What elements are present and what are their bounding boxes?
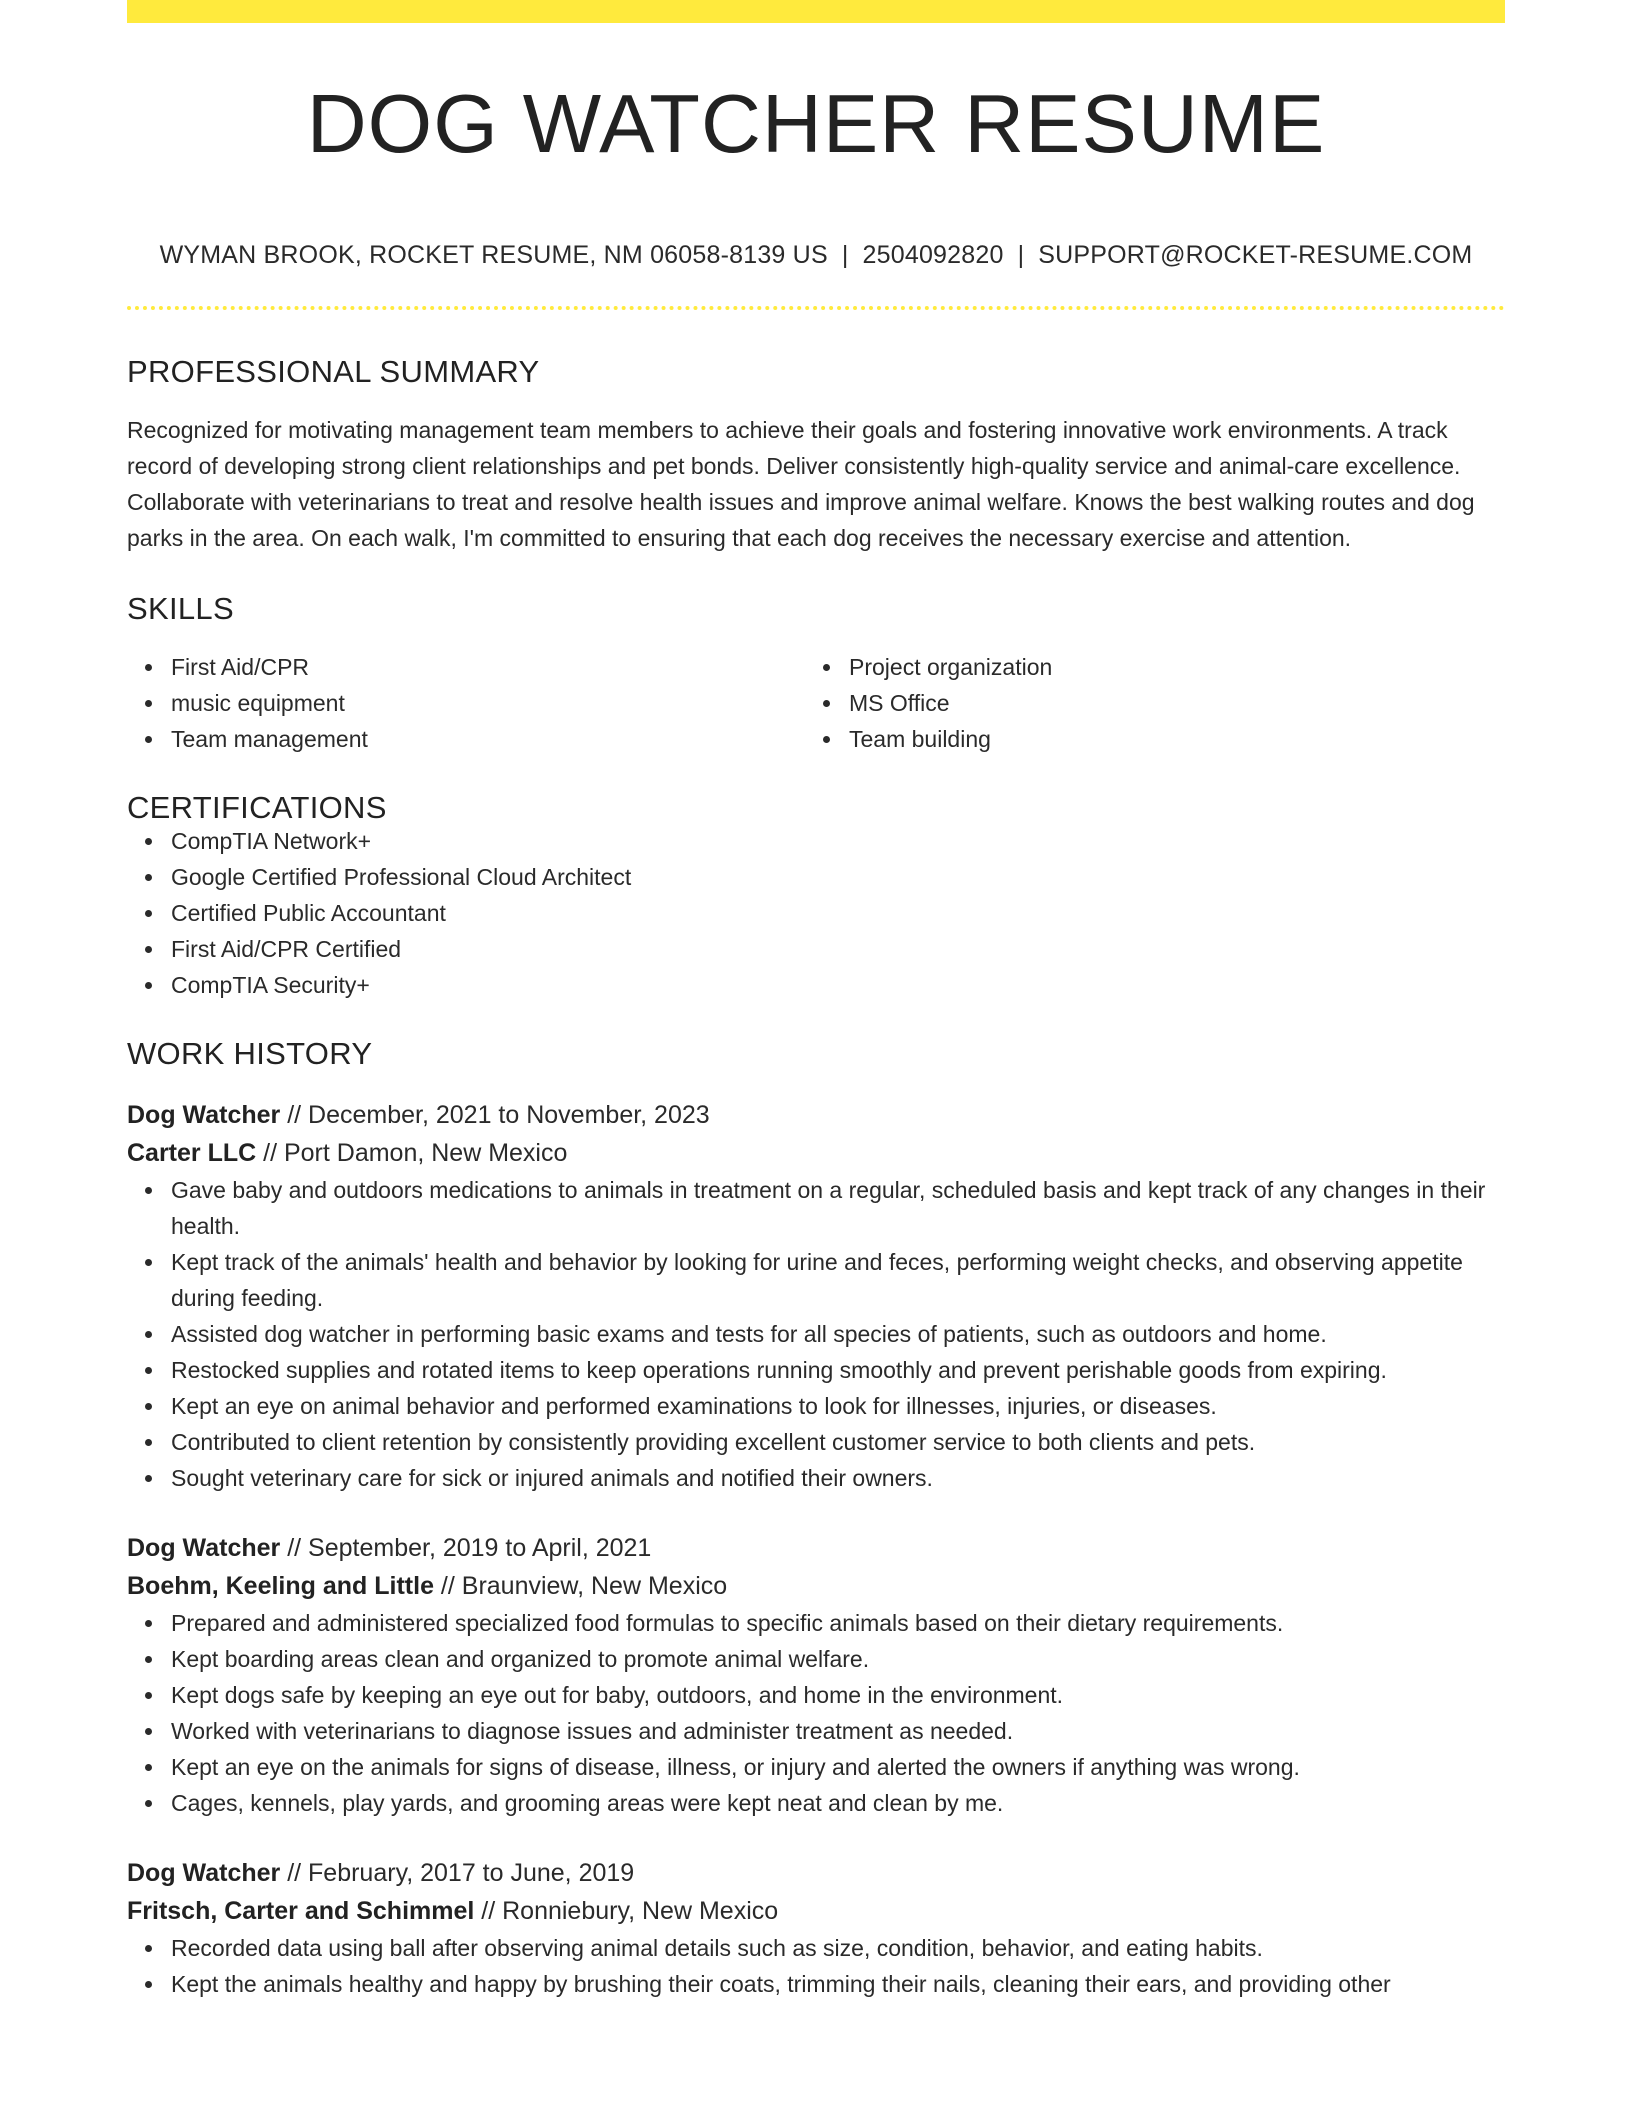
job-duty: Contributed to client retention by consistently providing excellent customer service to both clients and pets.: [171, 1424, 1505, 1460]
job-duty: Kept boarding areas clean and organized to promote animal welfare.: [171, 1641, 1505, 1677]
resume-page: [127, 0, 1505, 2002]
job-company: Boehm, Keeling and Little: [127, 1572, 434, 1600]
job-duty: Worked with veterinarians to diagnose issues and administer treatment as needed.: [171, 1713, 1505, 1749]
dotted-divider: [127, 306, 1505, 310]
job-duties-list: [127, 1930, 1505, 2002]
job-location: // Port Damon, New Mexico: [256, 1139, 568, 1167]
summary-heading: PROFESSIONAL SUMMARY: [127, 354, 540, 389]
job-title: Dog Watcher: [127, 1859, 281, 1887]
certifications-list: [127, 823, 1505, 1003]
skills-column-left: [127, 649, 805, 757]
contact-email: SUPPORT@ROCKET-RESUME.COM: [1038, 241, 1473, 269]
job-duty: Gave baby and outdoors medications to animals in treatment on a regular, scheduled basis and kept track of any changes in their health.: [171, 1172, 1505, 1244]
skill-item: music equipment: [171, 685, 805, 721]
job-duty: Assisted dog watcher in performing basic exams and tests for all species of patients, such as outdoors and home.: [171, 1316, 1505, 1352]
certification-item: Google Certified Professional Cloud Architect: [171, 859, 1505, 895]
job-dates: // February, 2017 to June, 2019: [280, 1859, 635, 1887]
job-duty: Restocked supplies and rotated items to keep operations running smoothly and prevent perishable goods from expiring.: [171, 1352, 1505, 1388]
skill-item: Team management: [171, 721, 805, 757]
job-duty: Cages, kennels, play yards, and grooming areas were kept neat and clean by me.: [171, 1785, 1505, 1821]
job-company-line: [127, 1134, 1505, 1172]
job-location: // Braunview, New Mexico: [433, 1572, 728, 1600]
job-location: // Ronniebury, New Mexico: [474, 1897, 779, 1925]
job-duties-list: [127, 1172, 1505, 1496]
contact-separator: |: [841, 241, 849, 269]
skills-heading: SKILLS: [127, 591, 234, 626]
contact-separator: |: [1017, 241, 1025, 269]
job-entry: [127, 1529, 1505, 1821]
job-duty: Recorded data using ball after observing animal details such as size, condition, behavior, and eating habits.: [171, 1930, 1505, 1966]
certification-item: First Aid/CPR Certified: [171, 931, 1505, 967]
job-title: Dog Watcher: [127, 1534, 281, 1562]
top-accent-bar: [127, 0, 1505, 23]
certification-item: CompTIA Network+: [171, 823, 1505, 859]
job-duty: Kept track of the animals' health and behavior by looking for urine and feces, performing weight checks, and observing appetite during feeding.: [171, 1244, 1505, 1316]
skill-item: Project organization: [849, 649, 1483, 685]
skills-column-right: [805, 649, 1483, 757]
job-title-line: [127, 1096, 1505, 1134]
job-dates: // September, 2019 to April, 2021: [280, 1534, 652, 1562]
job-entry: [127, 1854, 1505, 2002]
job-duty: Sought veterinary care for sick or injured animals and notified their owners.: [171, 1460, 1505, 1496]
certification-item: Certified Public Accountant: [171, 895, 1505, 931]
work-history-heading: WORK HISTORY: [127, 1036, 373, 1071]
job-duty: Kept an eye on animal behavior and performed examinations to look for illnesses, injuries, or diseases.: [171, 1388, 1505, 1424]
skill-item: First Aid/CPR: [171, 649, 805, 685]
contact-phone: 2504092820: [862, 241, 1004, 269]
contact-address: WYMAN BROOK, ROCKET RESUME, NM 06058-8139 US: [159, 241, 828, 269]
skills-list-left: [127, 649, 805, 757]
job-duties-list: [127, 1605, 1505, 1821]
skill-item: MS Office: [849, 685, 1483, 721]
page-title: DOG WATCHER RESUME: [306, 77, 1326, 170]
contact-line: [127, 241, 1505, 270]
skills-list-right: [805, 649, 1483, 757]
job-company-line: [127, 1892, 1505, 1930]
job-duty: Kept the animals healthy and happy by brushing their coats, trimming their nails, cleaning their ears, and providing other: [171, 1966, 1505, 2002]
summary-text: Recognized for motivating management team members to achieve their goals and fostering innovative work environments. A track record of developing strong client relationships and pet bonds. Deliver consistently high-quality service and animal-care excellence. Collaborate with veterinarians to treat and resolve health issues and improve animal welfare. Knows the best walking routes and dog parks in the area. On each walk, I'm committed to ensuring that each dog receives the necessary exercise and attention.: [127, 417, 1475, 551]
skills-grid: [127, 649, 1505, 757]
job-duty: Kept dogs safe by keeping an eye out for baby, outdoors, and home in the environment.: [171, 1677, 1505, 1713]
job-dates: // December, 2021 to November, 2023: [280, 1101, 710, 1129]
job-company: Fritsch, Carter and Schimmel: [127, 1897, 475, 1925]
job-title: Dog Watcher: [127, 1101, 281, 1129]
job-company-line: [127, 1567, 1505, 1605]
job-title-line: [127, 1529, 1505, 1567]
job-title-line: [127, 1854, 1505, 1892]
job-duty: Kept an eye on the animals for signs of disease, illness, or injury and alerted the owners if anything was wrong.: [171, 1749, 1505, 1785]
certification-item: CompTIA Security+: [171, 967, 1505, 1003]
job-duty: Prepared and administered specialized food formulas to specific animals based on their dietary requirements.: [171, 1605, 1505, 1641]
skill-item: Team building: [849, 721, 1483, 757]
job-entry: [127, 1096, 1505, 1496]
certifications-heading: CERTIFICATIONS: [127, 790, 387, 825]
job-company: Carter LLC: [127, 1139, 257, 1167]
